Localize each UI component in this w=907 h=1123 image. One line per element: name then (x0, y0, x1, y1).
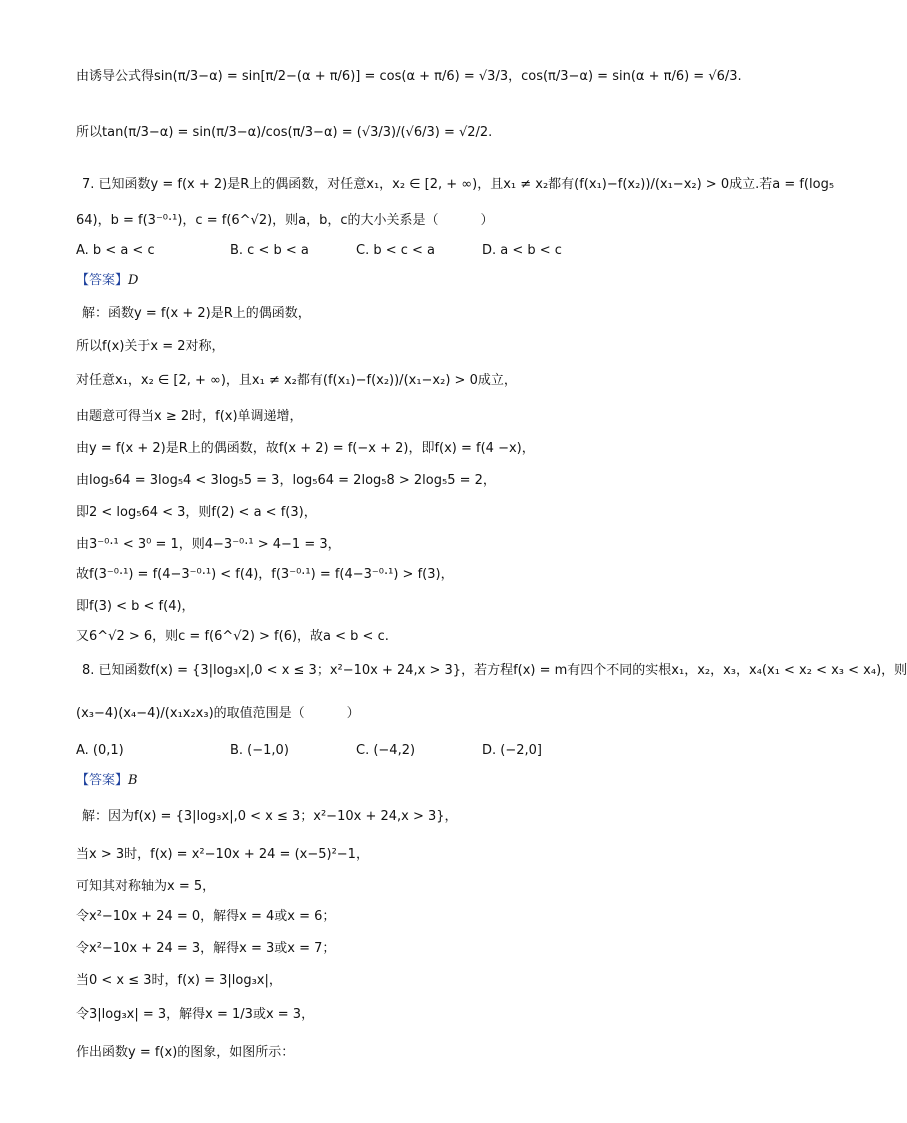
q8-solution-line-5: 令x²−10x + 24 = 3，解得x = 3或x = 7； (76, 941, 336, 956)
line-induction-formula: 由诱导公式得sin(π/3−α) = sin[π/2−(α + π/6)] = cos(α + π/6) = √3/3，cos(π/3−α) = sin(α + π/6) = √6/3. (76, 69, 742, 84)
q7-solution-line-10: 即f(3) < b < f(4)， (76, 599, 195, 614)
question-7-stem-1: 7. 已知函数y = f(x + 2)是R上的偶函数，对任意x₁，x₂ ∈ [2, + ∞)，且x₁ ≠ x₂都有(f(x₁)−f(x₂))/(x₁−x₂) > 0成立.若a = f(log₅ (82, 177, 835, 192)
q8-solution-line-7: 令3|log₃x| = 3，解得x = 1/3或x = 3， (76, 1007, 315, 1022)
q7-solution-line-4: 由题意可得当x ≥ 2时，f(x)单调递增， (76, 409, 303, 424)
question-7-stem-2 (76, 212, 494, 230)
q7-solution-line-9: 故f(3⁻⁰·¹) = f(4−3⁻⁰·¹) < f(4)，f(3⁻⁰·¹) = f(4−3⁻⁰·¹) > f(3)， (76, 567, 454, 582)
q7-solution-line-6: 由log₅64 = 3log₅4 < 3log₅5 = 3，log₅64 = 2log₅8 > 2log₅5 = 2， (76, 473, 496, 488)
q8-answer (76, 772, 138, 790)
q7-option-d: D. a < b < c (482, 243, 562, 258)
question-7-stem-2-text: 64)，b = f(3⁻⁰·¹)，c = f(6^√2)，则a，b，c的大小关系是（ (76, 213, 439, 228)
q8-solution-line-3: 可知其对称轴为x = 5， (76, 879, 216, 894)
question-8-stem-2 (76, 705, 360, 723)
q8-option-a: A. (0,1) (76, 743, 124, 758)
q7-solution-line-1: 解：函数y = f(x + 2)是R上的偶函数， (82, 306, 311, 321)
question-7-paren-close: ） (480, 213, 494, 228)
q8-option-d: D. (−2,0] (482, 743, 542, 758)
q8-solution-line-2: 当x > 3时，f(x) = x²−10x + 24 = (x−5)²−1， (76, 847, 369, 862)
q7-solution-line-11: 又6^√2 > 6，则c = f(6^√2) > f(6)，故a < b < c. (76, 629, 389, 644)
q7-solution-line-2: 所以f(x)关于x = 2对称， (76, 339, 225, 354)
question-8-stem-1: 8. 已知函数f(x) = {3|log₃x|,0 < x ≤ 3；x²−10x + 24,x > 3}，若方程f(x) = m有四个不同的实根x₁，x₂，x₃，x₄(x₁ < x₂ < x₃ < x₄)，则 (82, 663, 907, 678)
answer-tag-2: 【答案】 (76, 773, 129, 788)
question-8-stem-2-text: (x₃−4)(x₄−4)/(x₁x₂x₃)的取值范围是（ (76, 706, 305, 721)
q8-option-c: C. (−4,2) (356, 743, 416, 758)
q8-option-b: B. (−1,0) (230, 743, 289, 758)
q7-solution-line-8: 由3⁻⁰·¹ < 3⁰ = 1，则4−3⁻⁰·¹ > 4−1 = 3， (76, 537, 341, 552)
answer-tag: 【答案】 (76, 273, 129, 288)
q8-solution-line-6: 当0 < x ≤ 3时，f(x) = 3|log₃x|， (76, 973, 282, 988)
q8-solution-line-8: 作出函数y = f(x)的图象，如图所示： (76, 1045, 295, 1060)
q7-option-b: B. c < b < a (230, 243, 309, 258)
line-tan-result: 所以tan(π/3−α) = sin(π/3−α)/cos(π/3−α) = (√3/3)/(√6/3) = √2/2. (76, 125, 493, 140)
q8-solution-line-1: 解：因为f(x) = {3|log₃x|,0 < x ≤ 3；x²−10x + 24,x > 3}， (82, 809, 458, 824)
q7-option-c: C. b < c < a (356, 243, 436, 258)
q7-solution-line-3: 对任意x₁，x₂ ∈ [2, + ∞)，且x₁ ≠ x₂都有(f(x₁)−f(x₂))/(x₁−x₂) > 0成立， (76, 373, 517, 388)
q8-solution-line-4: 令x²−10x + 24 = 0，解得x = 4或x = 6； (76, 909, 336, 924)
question-8-paren-close: ） (346, 706, 360, 721)
q8-answer-letter: B (128, 773, 138, 788)
q7-option-a: A. b < a < c (76, 243, 155, 258)
q7-solution-line-7: 即2 < log₅64 < 3，则f(2) < a < f(3)， (76, 505, 317, 520)
q7-answer-letter: D (128, 273, 139, 288)
q7-answer (76, 272, 138, 290)
q7-solution-line-5: 由y = f(x + 2)是R上的偶函数，故f(x + 2) = f(−x + 2)，即f(x) = f(4 −x)， (76, 441, 535, 456)
